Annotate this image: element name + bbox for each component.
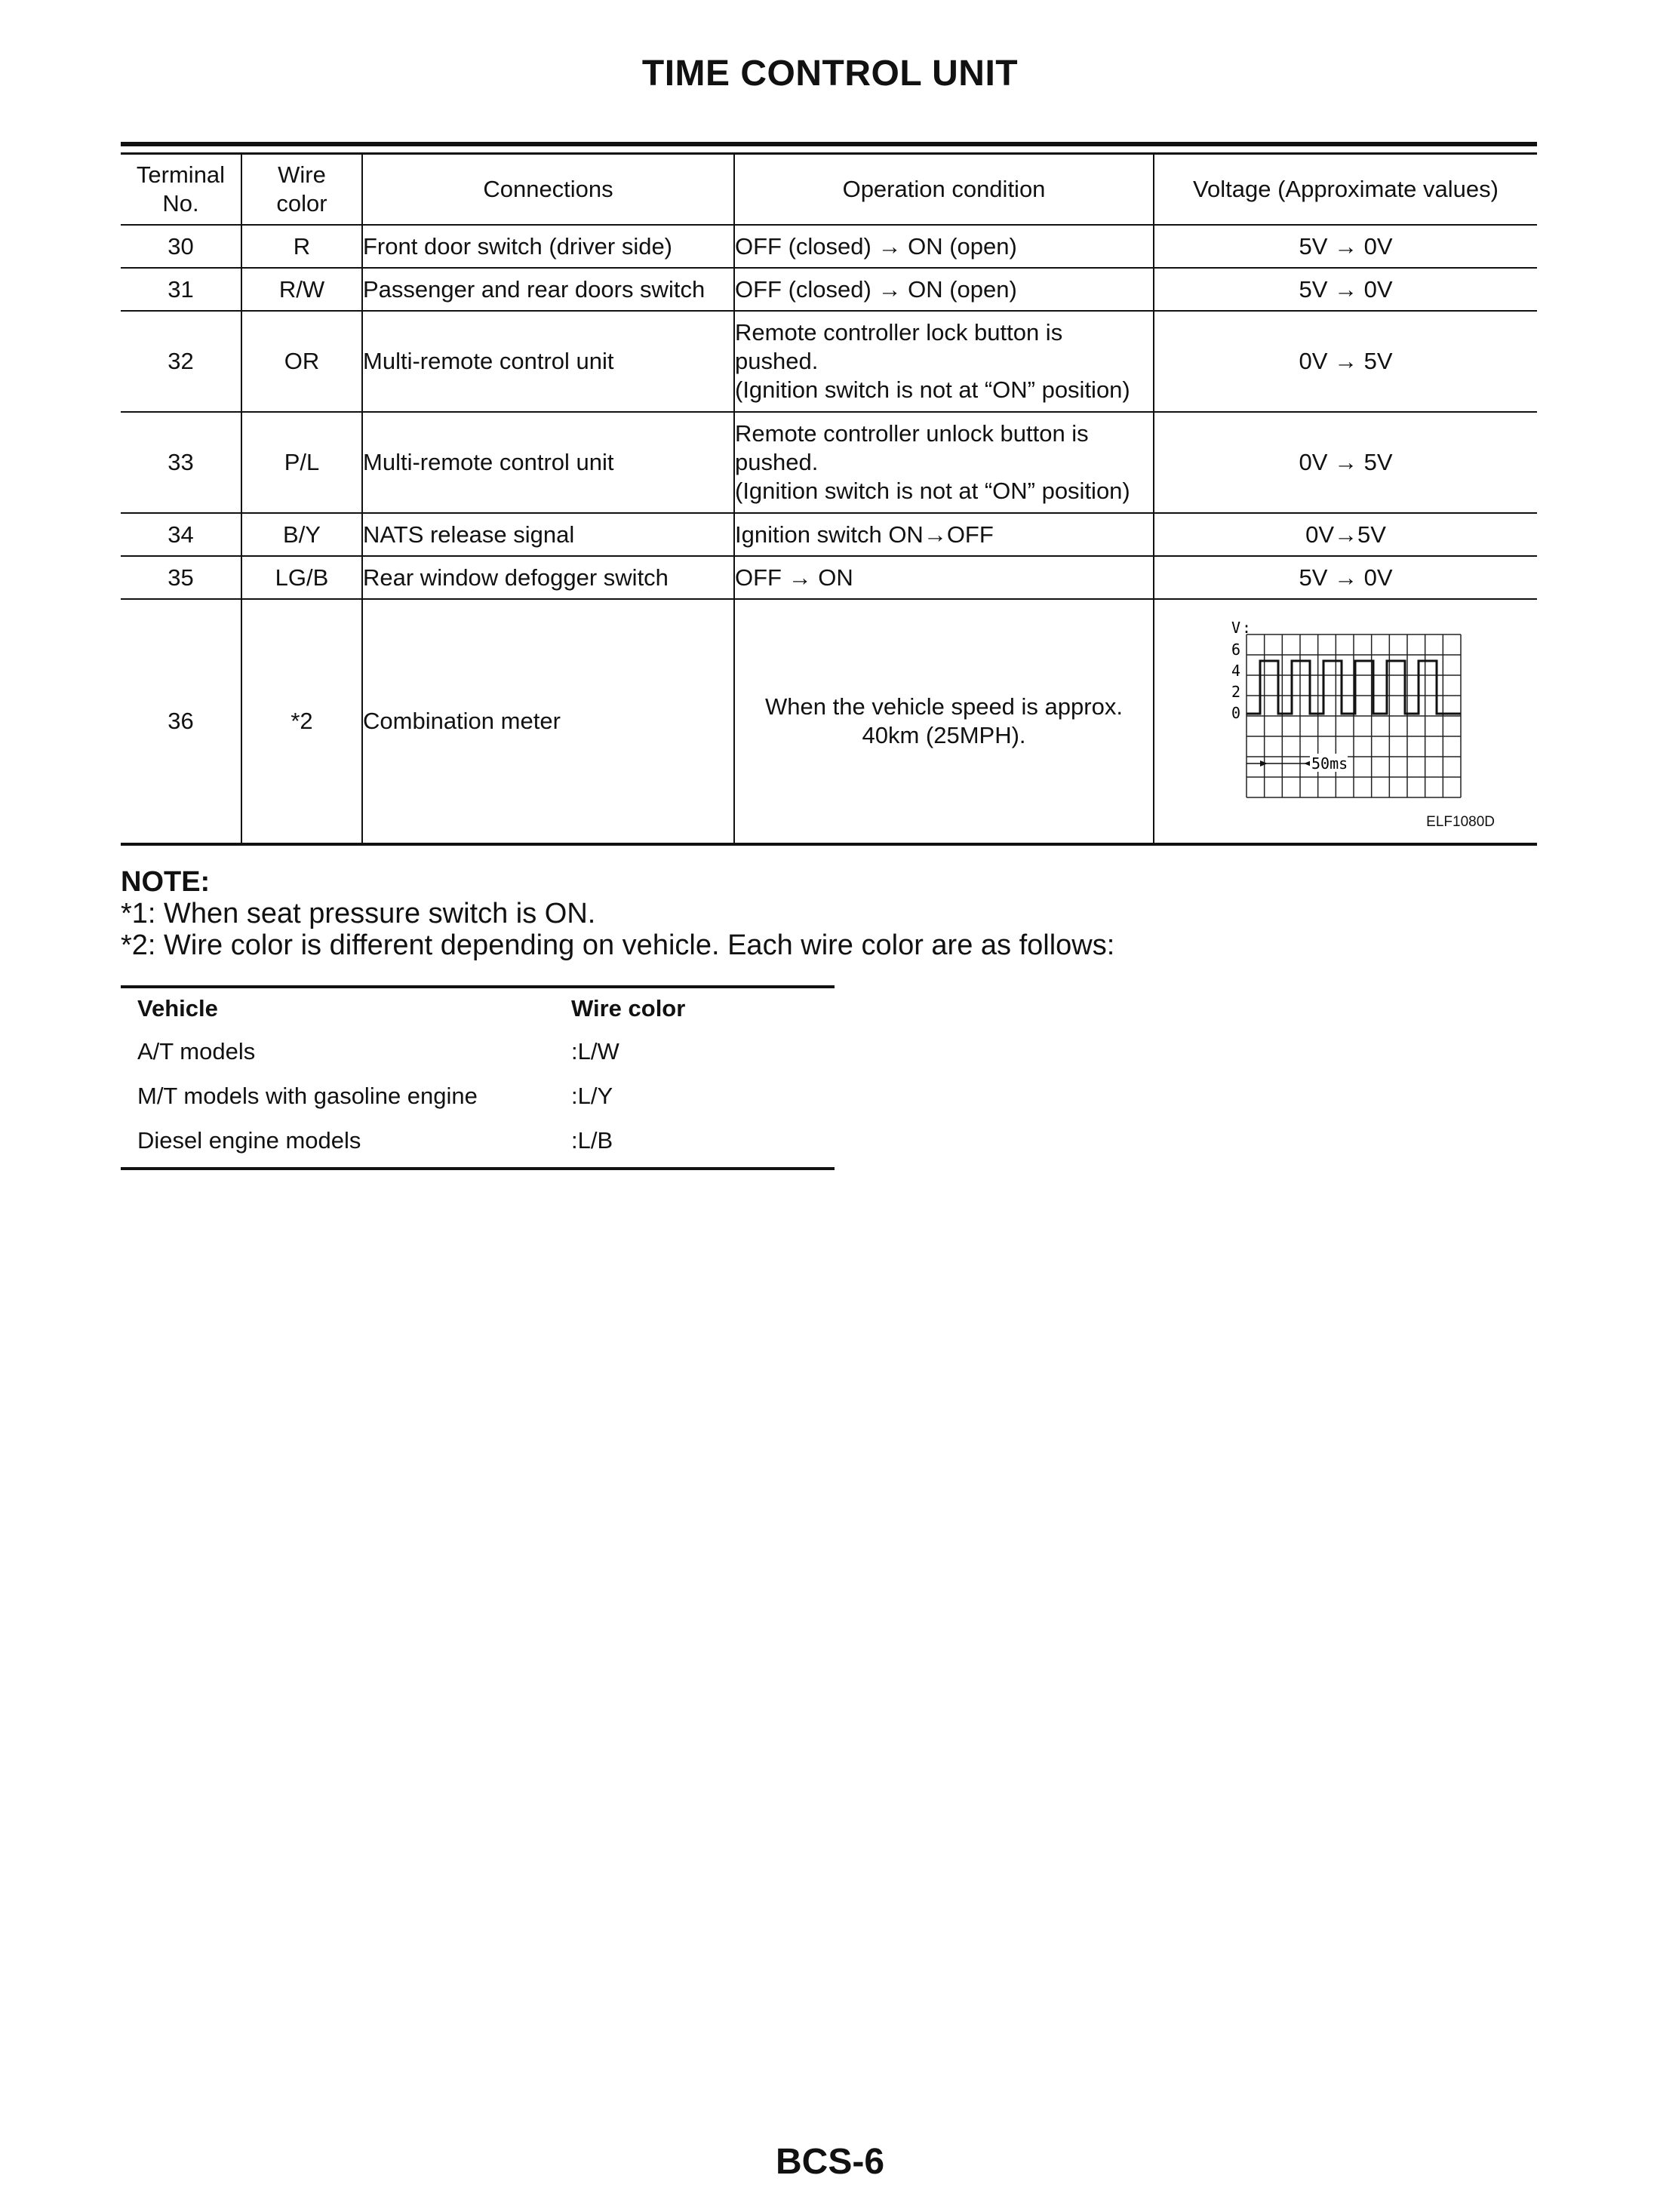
vehicle-wire-table-section [121,985,835,1170]
connection-cell: Multi-remote control unit [362,412,734,513]
header-vehicle: Vehicle [137,995,218,1022]
table-row [121,311,1537,412]
operation-cell: OFF (closed) → ON (open) [734,225,1154,268]
voltage-cell: 0V → 5V [1154,311,1537,412]
note-heading: NOTE: [121,866,211,898]
wire-color-cell: :L/W [571,1037,619,1065]
connection-cell: NATS release signal [362,513,734,556]
operation-cell: OFF (closed) → ON (open) [734,268,1154,311]
table-row [121,412,1537,513]
connection-cell: Rear window defogger switch [362,556,734,599]
operation-cell: Remote controller lock button is pushed. (Ignition switch is not at “ON” position) [734,311,1154,412]
axis-unit-label: V [1231,619,1241,637]
table-row [121,599,1537,844]
voltage-cell: 0V→5V [1154,513,1537,556]
wire-color-cell: :L/Y [571,1082,613,1109]
header-terminal: Terminal No. [121,154,241,226]
terminal-cell: 32 [121,311,241,412]
wire-cell: R [241,225,362,268]
y-tick-label: 0 [1231,704,1241,722]
vehicle-cell: M/T models with gasoline engine [137,1082,478,1109]
terminal-cell: 31 [121,268,241,311]
terminal-cell: 35 [121,556,241,599]
wire-cell: LG/B [241,556,362,599]
vehicle-table-header-row [121,988,835,1029]
vehicle-cell: Diesel engine models [137,1126,361,1154]
connection-cell: Passenger and rear doors switch [362,268,734,311]
header-voltage: Voltage (Approximate values) [1154,154,1537,226]
operation-cell: OFF → ON [734,556,1154,599]
wire-color-cell: :L/B [571,1126,613,1154]
page-title: TIME CONTROL UNIT [641,54,1019,94]
connection-cell: Front door switch (driver side) [362,225,734,268]
terminal-table-section [121,142,1537,846]
note-1: *1: When seat pressure switch is ON. [121,898,596,929]
note-2: *2: Wire color is different depending on vehicle. Each wire color are as follows: [121,929,1115,961]
waveform-grid [1247,634,1461,797]
table-row [121,513,1537,556]
connection-cell: Combination meter [362,599,734,844]
table-row [121,1074,835,1118]
table-row [121,1029,835,1074]
vehicle-wire-table [121,988,835,1163]
y-tick-label: 4 [1231,662,1241,680]
voltage-cell: 5V → 0V [1154,268,1537,311]
connection-cell: Multi-remote control unit [362,311,734,412]
terminal-cell: 30 [121,225,241,268]
header-wire-color: Wire color [241,154,362,226]
waveform-cell [1154,599,1537,844]
terminal-table [121,152,1537,846]
terminal-cell: 34 [121,513,241,556]
wire-cell: R/W [241,268,362,311]
svg-text::: : [1242,619,1252,637]
operation-cell: Remote controller unlock button is pushed. (Ignition switch is not at “ON” position) [734,412,1154,513]
terminal-cell: 33 [121,412,241,513]
waveform-oscilloscope [1154,600,1538,843]
y-tick-label: 2 [1231,683,1241,701]
table-header-row [121,154,1537,226]
header-connections: Connections [362,154,734,226]
table-row [121,268,1537,311]
operation-cell: When the vehicle speed is approx. 40km (25MPH). [734,599,1154,844]
header-wire-color: Wire color [571,995,686,1022]
operation-cell: Ignition switch ON→OFF [734,513,1154,556]
notes [121,866,1114,961]
y-tick-label: 6 [1231,641,1241,659]
header-operation: Operation condition [734,154,1154,226]
voltage-cell: 5V → 0V [1154,225,1537,268]
vehicle-table-bottom-rule [121,1167,835,1170]
page-number: BCS-6 [775,2142,885,2182]
voltage-cell: 0V → 5V [1154,412,1537,513]
wire-cell: *2 [241,599,362,844]
figure-caption: ELF1080D [1426,814,1495,830]
wire-cell: OR [241,311,362,412]
table-row [121,225,1537,268]
wire-cell: B/Y [241,513,362,556]
voltage-cell: 5V → 0V [1154,556,1537,599]
table-row [121,1118,835,1163]
terminal-cell: 36 [121,599,241,844]
period-label: 50ms [1311,754,1348,773]
vehicle-cell: A/T models [137,1037,256,1065]
table-row [121,556,1537,599]
wire-cell: P/L [241,412,362,513]
